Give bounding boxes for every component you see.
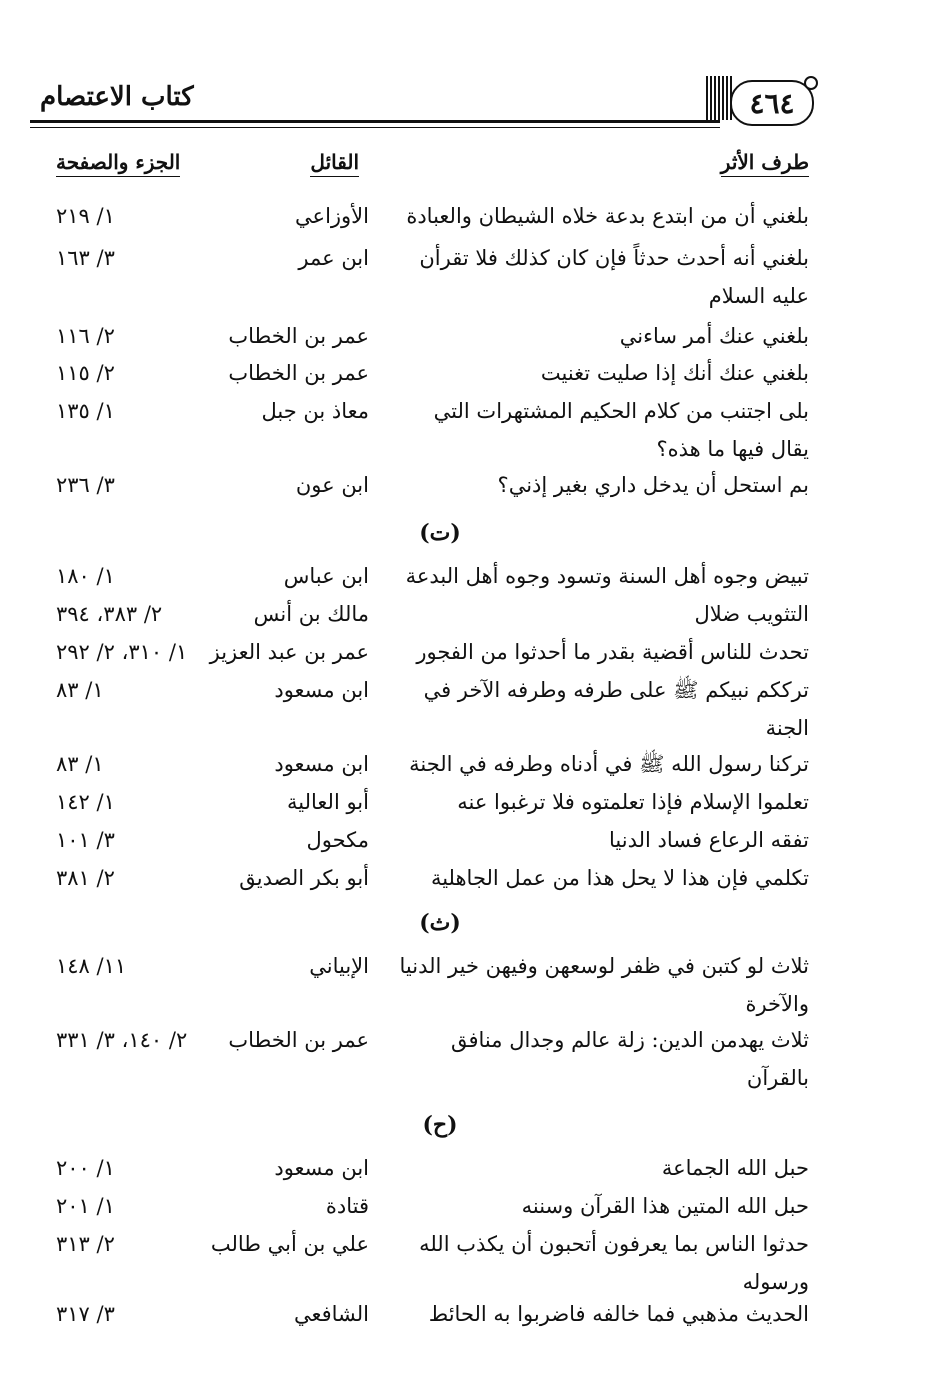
athar-text: ترككم نبيكم ﷺ على طرفه وطرفه الآخر في: [423, 678, 809, 702]
part-page-text: ٣/ ١٦٣: [56, 246, 115, 270]
qail-text: الأوزاعي: [295, 204, 369, 228]
table-row: [0, 355, 949, 391]
part-page-text: ١/ ٢٠١: [56, 1194, 115, 1218]
athar-text: حدثوا الناس بما يعرفون أتحبون أن يكذب الله: [419, 1232, 809, 1256]
header-rule: [30, 120, 720, 128]
section-letter: (ت): [419, 520, 461, 546]
athar-text: تكلمي فإن هذا لا يحل هذا من عمل الجاهلية: [430, 866, 809, 890]
table-row: [0, 467, 949, 503]
table-row: [0, 1226, 949, 1294]
table-row: [0, 318, 949, 354]
part-page-text: ١/ ١٣٥: [56, 399, 115, 423]
part-page-text: ١/ ١٤٢: [56, 790, 115, 814]
part-page-text: ٢/ ١١٦: [56, 324, 115, 348]
athar-text: بلغني عنك أمر ساءني: [619, 324, 809, 348]
qail-text: ابن مسعود: [274, 678, 369, 702]
table-row: [0, 746, 949, 782]
qail-text: مكحول: [306, 828, 369, 852]
part-page-text: ١/ ٨٣: [56, 678, 104, 702]
athar-text: تحدث للناس أقضية بقدر ما أحدثوا من الفجور: [416, 640, 809, 664]
column-header-part-page: الجزء والصفحة: [56, 150, 180, 177]
part-page-text: ٣/ ١٠١: [56, 828, 115, 852]
part-page-text: ١/ ٨٣: [56, 752, 104, 776]
part-page-text: ٢/ ٣٨٣، ٣٩٤: [56, 602, 163, 626]
header-ornament: [706, 76, 732, 120]
athar-text-continuation: ورسوله: [742, 1270, 809, 1294]
athar-text-continuation: عليه السلام: [708, 284, 809, 308]
part-page-text: ٢/ ١٤٠، ٣/ ٣٣١: [56, 1028, 188, 1052]
athar-text: ثلاث يهدمن الدين: زلة عالم وجدال منافق: [450, 1028, 809, 1052]
qail-text: الشافعي: [293, 1302, 369, 1326]
part-page-text: ١/ ٢٠٠: [56, 1156, 115, 1180]
table-row: [0, 784, 949, 820]
qail-text: عمر بن الخطاب: [228, 324, 369, 348]
athar-text: بلغني عنك أنك إذا صليت تغنيت: [540, 361, 809, 385]
athar-text: بلى اجتنب من كلام الحكيم المشتهرات التي: [433, 399, 809, 423]
athar-text: التثويب ضلال: [694, 602, 809, 626]
qail-text: ابن مسعود: [274, 1156, 369, 1180]
table-row: [0, 596, 949, 632]
table-row: [0, 558, 949, 594]
athar-text-continuation: بالقرآن: [746, 1066, 809, 1090]
qail-text: ابن عمر: [298, 246, 369, 270]
qail-text: مالك بن أنس: [253, 602, 369, 626]
column-header-qail: القائل: [310, 150, 359, 177]
part-page-text: ١/ ٢١٩: [56, 204, 115, 228]
qail-text: ابن عون: [295, 473, 369, 497]
qail-text: الإبياني: [309, 954, 369, 978]
table-row: [0, 393, 949, 461]
table-row: [0, 860, 949, 896]
part-page-text: ٢/ ٣١٣: [56, 1232, 115, 1256]
table-row: [0, 948, 949, 1016]
qail-text: عمر بن الخطاب: [228, 1028, 369, 1052]
athar-text: بم استحل أن يدخل داري بغير إذني؟: [497, 473, 809, 497]
athar-text: تركنا رسول الله ﷺ في أدناه وطرفه في الجنة: [409, 752, 809, 776]
section-letter: (ح): [422, 1112, 458, 1138]
qail-text: ابن عباس: [283, 564, 369, 588]
table-row: [0, 198, 949, 234]
section-letter: (ث): [419, 910, 461, 936]
part-page-text: ١١/ ١٤٨: [56, 954, 127, 978]
qail-text: عمر بن عبد العزيز: [209, 640, 369, 664]
athar-text: بلغني أنه أحدث حدثاً فإن كان كذلك فلا تقرأن: [419, 246, 809, 270]
table-row: [0, 634, 949, 670]
athar-text: حبل الله المتين هذا القرآن وسننه: [521, 1194, 809, 1218]
part-page-text: ٣/ ٢٣٦: [56, 473, 115, 497]
table-row: [0, 1296, 949, 1332]
part-page-text: ١/ ١٨٠: [56, 564, 115, 588]
qail-text: أبو بكر الصديق: [239, 866, 369, 890]
part-page-text: ٢/ ١١٥: [56, 361, 115, 385]
table-row: [0, 1150, 949, 1186]
table-row: [0, 1188, 949, 1224]
athar-text: تبيض وجوه أهل السنة وتسود وجوه أهل البدعة: [405, 564, 809, 588]
athar-text: الحديث مذهبي فما خالفه فاضربوا به الحائط: [428, 1302, 809, 1326]
page-number: ٤٦٤: [730, 80, 814, 126]
part-page-text: ٣/ ٣١٧: [56, 1302, 115, 1326]
athar-text-continuation: والآخرة: [745, 992, 809, 1016]
qail-text: معاذ بن جبل: [261, 399, 369, 423]
qail-text: قتادة: [325, 1194, 369, 1218]
qail-text: علي بن أبي طالب: [210, 1232, 369, 1256]
athar-text-continuation: يقال فيها ما هذه؟: [656, 437, 809, 461]
qail-text: ابن مسعود: [274, 752, 369, 776]
athar-text: حبل الله الجماعة: [661, 1156, 809, 1180]
athar-text: تفقه الرعاع فساد الدنيا: [608, 828, 809, 852]
athar-text: ثلاث لو كتبن في ظفر لوسعهن وفيهن خير الدنيا: [399, 954, 809, 978]
part-page-text: ١/ ٣١٠، ٢/ ٢٩٢: [56, 640, 188, 664]
table-row: [0, 240, 949, 308]
athar-text-continuation: الجنة: [765, 716, 809, 740]
table-row: [0, 1022, 949, 1090]
athar-text: تعلموا الإسلام فإذا تعلمتوه فلا ترغبوا عنه: [457, 790, 809, 814]
book-title: كتاب الاعتصام: [40, 82, 194, 112]
athar-text: بلغني أن من ابتدع بدعة خلاه الشيطان والعبادة: [406, 204, 809, 228]
part-page-text: ٢/ ٣٨١: [56, 866, 115, 890]
qail-text: أبو العالية: [287, 790, 369, 814]
qail-text: عمر بن الخطاب: [228, 361, 369, 385]
column-header-athar: طرف الأثر: [721, 150, 809, 177]
table-row: [0, 822, 949, 858]
table-row: [0, 672, 949, 740]
